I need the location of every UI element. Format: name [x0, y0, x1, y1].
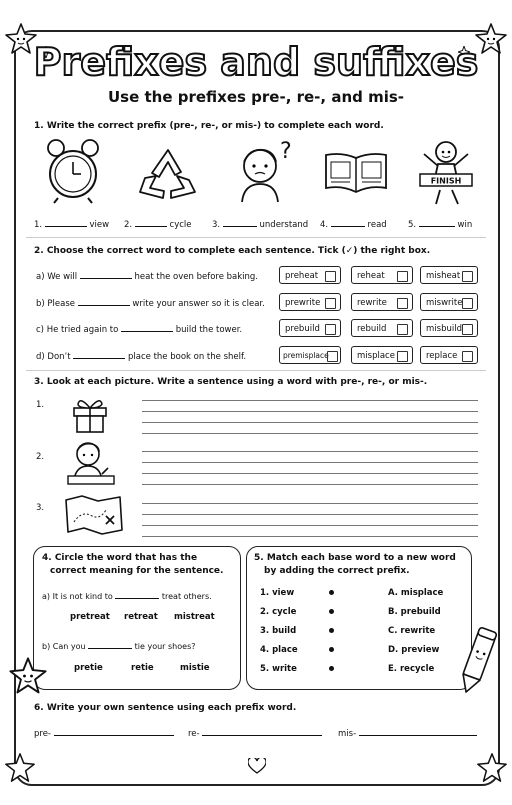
tick-checkbox[interactable] — [397, 271, 408, 282]
q4-option[interactable]: retie — [131, 663, 154, 673]
q5-instruction-line1: 5. Match each base word to a new word — [254, 553, 456, 563]
option-box[interactable]: replace — [420, 346, 478, 364]
tick-checkbox[interactable] — [327, 351, 338, 362]
open-book-icon — [322, 150, 390, 196]
match-base-word: 1. view — [260, 588, 295, 598]
writing-line[interactable] — [142, 422, 478, 423]
tick-checkbox[interactable] — [397, 324, 408, 335]
writing-line[interactable] — [142, 400, 478, 401]
q2-instruction: 2. Choose the correct word to complete each sentence. Tick (✓) the right box. — [34, 246, 431, 256]
option-box[interactable]: misbuild — [420, 319, 478, 337]
tick-checkbox[interactable] — [462, 271, 473, 282]
q6-prefix-line-re: re- — [188, 727, 322, 739]
match-new-word: A. misplace — [388, 588, 444, 598]
match-base-word: 2. cycle — [260, 607, 297, 617]
winner-girl-icon — [416, 136, 476, 206]
writing-line[interactable] — [142, 484, 478, 485]
finish-banner-label: FINISH — [430, 176, 462, 186]
option-box[interactable]: miswrite — [420, 293, 478, 311]
answer-blank[interactable] — [54, 727, 174, 736]
q2-sentence-d: d) Don’t place the book on the shelf. — [36, 352, 247, 362]
q4-instruction-line2: correct meaning for the sentence. — [50, 566, 224, 576]
match-new-word: D. preview — [388, 645, 440, 655]
q1-item-1: 1. view — [34, 220, 110, 230]
star-mascot-icon — [8, 656, 48, 696]
answer-blank[interactable] — [135, 218, 167, 227]
q2-sentence-b: b) Please write your answer so it is clear. — [36, 299, 265, 309]
q4-sentence-a: a) It is not kind to treat others. — [42, 592, 212, 601]
option-box[interactable]: misplace — [351, 346, 413, 364]
treasure-map-icon — [62, 494, 126, 536]
q4-option[interactable]: retreat — [124, 612, 158, 622]
tick-checkbox[interactable] — [325, 324, 336, 335]
gift-box-icon — [70, 394, 110, 434]
q1-instruction: 1. Write the correct prefix (pre-, re-, or mis-) to complete each word. — [34, 121, 384, 131]
writing-line[interactable] — [142, 536, 478, 537]
q4-option[interactable]: pretreat — [70, 612, 110, 622]
section-divider — [26, 237, 486, 238]
match-dot[interactable] — [329, 666, 334, 671]
q1-item-4: 4. read — [320, 220, 387, 230]
q6-prefix-line-mis: mis- — [338, 727, 477, 739]
answer-blank[interactable] — [80, 270, 132, 279]
writing-line[interactable] — [142, 462, 478, 463]
answer-blank[interactable] — [202, 727, 322, 736]
star-icon-bottom-left — [4, 752, 36, 784]
q4-option[interactable]: mistreat — [174, 612, 215, 622]
star-icon-bottom-right — [476, 752, 508, 784]
match-new-word: C. rewrite — [388, 626, 436, 636]
answer-blank[interactable] — [78, 297, 130, 306]
tick-checkbox[interactable] — [397, 351, 408, 362]
answer-blank[interactable] — [45, 218, 87, 227]
answer-blank[interactable] — [115, 590, 159, 599]
q6-prefix-line-pre: pre- — [34, 727, 174, 739]
option-box[interactable]: premisplace — [279, 346, 341, 364]
q2-sentence-a: a) We will heat the oven before baking. — [36, 272, 259, 282]
tick-checkbox[interactable] — [462, 351, 473, 362]
q1-item-5: 5. win — [408, 220, 473, 230]
match-dot[interactable] — [329, 647, 334, 652]
writing-line[interactable] — [142, 451, 478, 452]
tick-checkbox[interactable] — [325, 298, 336, 309]
recycle-icon — [137, 146, 199, 202]
writing-line[interactable] — [142, 503, 478, 504]
q3-instruction: 3. Look at each picture. Write a sentence using a word with pre-, re-, or mis-. — [34, 377, 428, 387]
option-box[interactable]: rebuild — [351, 319, 413, 337]
option-box[interactable]: preheat — [279, 266, 341, 284]
alarm-clock-icon — [44, 138, 102, 204]
writing-line[interactable] — [142, 514, 478, 515]
q1-item-3: 3. understand — [212, 220, 309, 230]
match-base-word: 3. build — [260, 626, 297, 636]
boy-writing-icon — [66, 440, 116, 486]
writing-line[interactable] — [142, 433, 478, 434]
answer-blank[interactable] — [73, 350, 125, 359]
match-dot[interactable] — [329, 628, 334, 633]
q4-sentence-b: b) Can you tie your shoes? — [42, 642, 196, 651]
q4-option[interactable]: pretie — [74, 663, 103, 673]
writing-line[interactable] — [142, 411, 478, 412]
q6-instruction: 6. Write your own sentence using each prefix word. — [34, 703, 297, 713]
heart-icon — [248, 758, 266, 774]
answer-blank[interactable] — [359, 727, 477, 736]
option-box[interactable]: prewrite — [279, 293, 341, 311]
option-box[interactable]: reheat — [351, 266, 413, 284]
match-base-word: 4. place — [260, 645, 298, 655]
answer-blank[interactable] — [223, 218, 257, 227]
answer-blank[interactable] — [419, 218, 455, 227]
q5-instruction-line2: by adding the correct prefix. — [264, 566, 410, 576]
pencil-mascot-icon — [454, 626, 500, 698]
q3-num-3: 3. — [36, 503, 45, 513]
q3-num-2: 2. — [36, 452, 45, 462]
writing-line[interactable] — [142, 525, 478, 526]
tick-checkbox[interactable] — [397, 298, 408, 309]
answer-blank[interactable] — [121, 323, 173, 332]
answer-blank[interactable] — [331, 218, 365, 227]
option-box[interactable]: misheat — [420, 266, 478, 284]
tick-checkbox[interactable] — [462, 324, 473, 335]
tick-checkbox[interactable] — [325, 271, 336, 282]
writing-line[interactable] — [142, 473, 478, 474]
svg-text:?: ? — [280, 139, 292, 164]
confused-boy-icon — [232, 136, 302, 204]
section-divider — [26, 370, 486, 371]
q4-option[interactable]: mistie — [180, 663, 210, 673]
q1-item-2: 2. cycle — [124, 220, 192, 230]
match-new-word: B. prebuild — [388, 607, 441, 617]
q4-instruction-line1: 4. Circle the word that has the — [42, 553, 198, 563]
answer-blank[interactable] — [88, 640, 132, 649]
match-new-word: E. recycle — [388, 664, 435, 674]
option-box[interactable]: prebuild — [279, 319, 341, 337]
tick-checkbox[interactable] — [462, 298, 473, 309]
page-title: Prefixes and suffixes — [33, 40, 479, 84]
page-subtitle: Use the prefixes pre-, re-, and mis- — [107, 88, 405, 106]
option-box[interactable]: rewrite — [351, 293, 413, 311]
match-dot[interactable] — [329, 609, 334, 614]
q2-sentence-c: c) He tried again to build the tower. — [36, 325, 243, 335]
q3-num-1: 1. — [36, 400, 45, 410]
match-base-word: 5. write — [260, 664, 297, 674]
match-dot[interactable] — [329, 590, 334, 595]
